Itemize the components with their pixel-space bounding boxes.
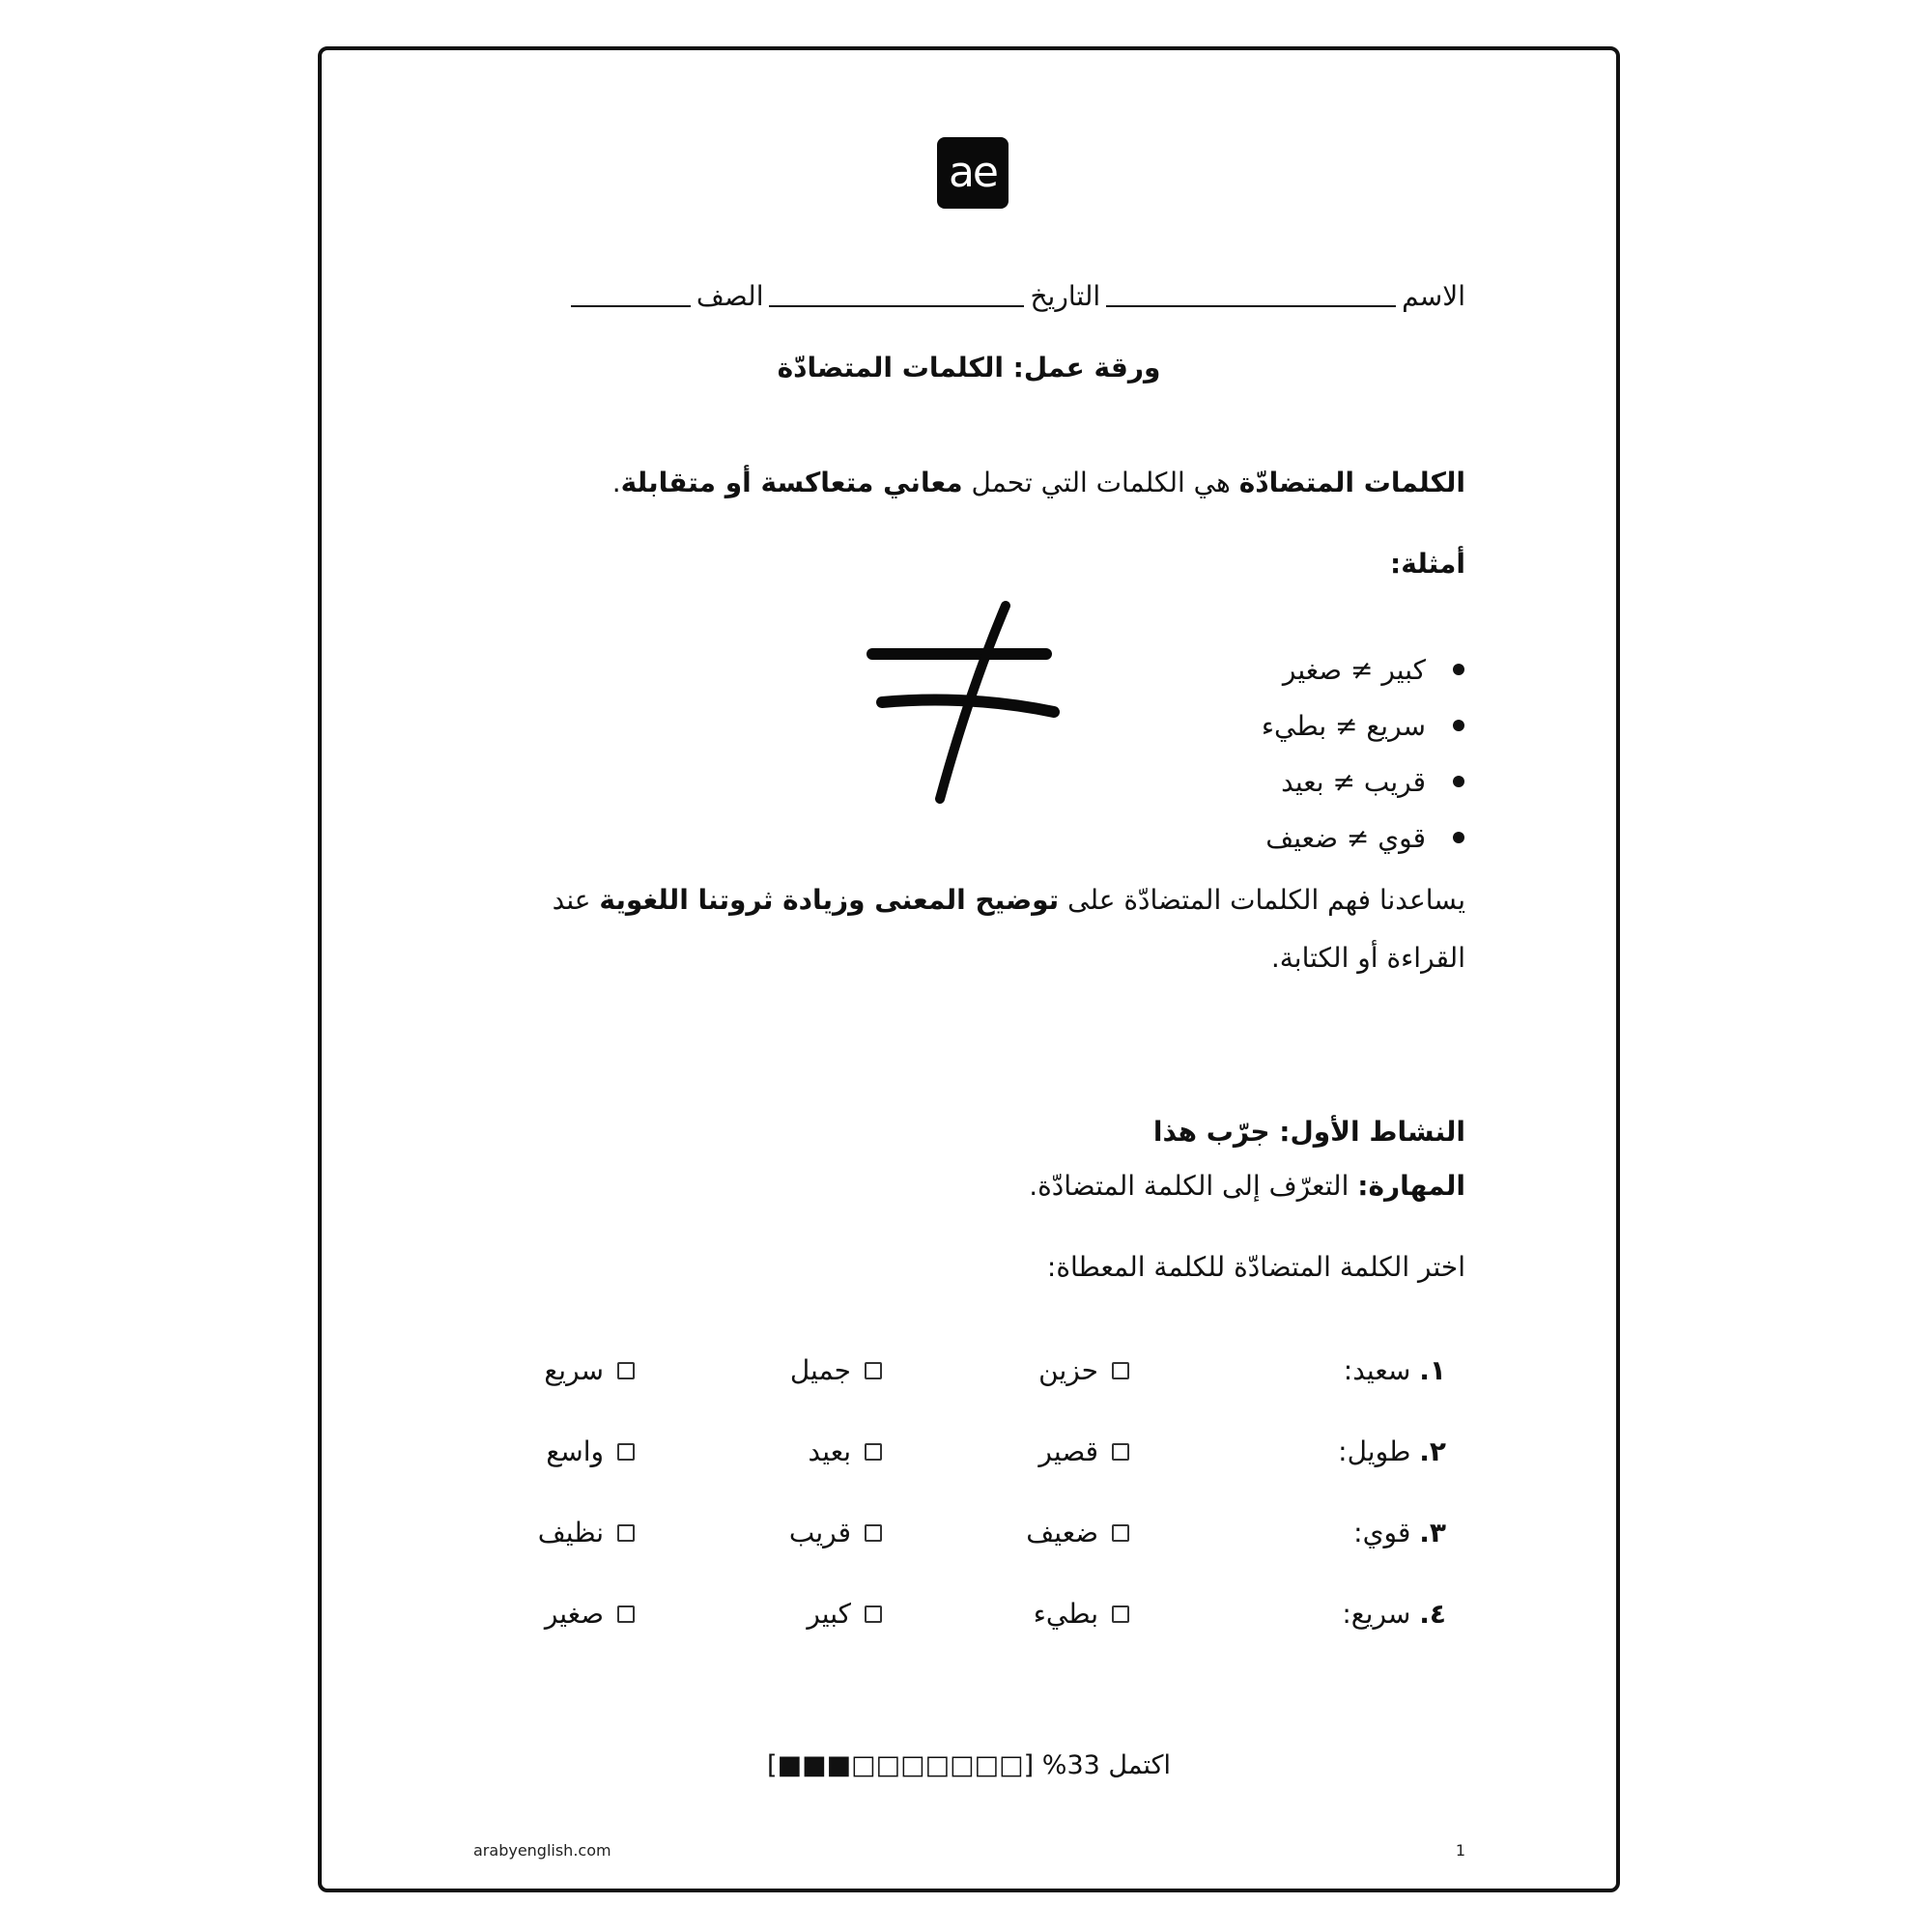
answer-option[interactable]: واسع: [546, 1435, 635, 1467]
definition-middle: هي الكلمات التي تحمل: [962, 467, 1239, 498]
benefit-end: عند القراءة أو الكتابة.: [552, 884, 1465, 974]
bullet-icon: [1453, 664, 1464, 675]
example-item: كبير ≠ صغير: [1262, 641, 1428, 697]
answer-option[interactable]: قصير: [1038, 1435, 1129, 1467]
checkbox[interactable]: [617, 1362, 635, 1379]
example-item: سريع ≠ بطيء: [1262, 697, 1428, 753]
bullet-icon: [1453, 776, 1464, 787]
bullet-icon: [1453, 832, 1464, 843]
answer-option[interactable]: بطيء: [1034, 1598, 1129, 1630]
class-label: الصف: [696, 280, 764, 312]
checkbox[interactable]: [1112, 1524, 1129, 1542]
checkbox[interactable]: [1112, 1443, 1129, 1461]
example-item: قريب ≠ بعيد: [1262, 753, 1428, 810]
answer-option[interactable]: قريب: [789, 1517, 882, 1548]
worksheet-page: [318, 46, 1620, 1892]
benefit-emphasis: توضيح المعنى وزيادة ثروتنا اللغوية: [599, 884, 1060, 916]
skill-text: التعرّف إلى الكلمة المتضادّة.: [1029, 1170, 1358, 1202]
benefit-start: يساعدنا فهم الكلمات المتضادّة على: [1059, 884, 1465, 916]
name-field[interactable]: [1106, 301, 1396, 307]
date-label: التاريخ: [1030, 280, 1101, 312]
definition-emphasis: معاني متعاكسة أو متقابلة: [620, 467, 963, 498]
question-label: ١. سعيد:: [1343, 1354, 1446, 1386]
examples-list: [1262, 641, 1428, 866]
checkbox[interactable]: [617, 1443, 635, 1461]
student-info-fields: [470, 280, 1465, 312]
checkbox[interactable]: [617, 1524, 635, 1542]
definition-paragraph: [470, 454, 1465, 512]
worksheet-title: ورقة عمل: الكلمات المتضادّة: [777, 352, 1161, 384]
checkbox[interactable]: [1112, 1605, 1129, 1623]
progress-bar: [■■■□□□□□□□]: [767, 1750, 1035, 1780]
bullet-icon: [1453, 720, 1464, 731]
checkbox[interactable]: [865, 1362, 882, 1379]
example-item: قوي ≠ ضعيف: [1262, 810, 1428, 866]
progress-label: اكتمل 33%: [1041, 1750, 1171, 1780]
skill-line: [470, 1157, 1465, 1215]
benefit-paragraph: [470, 871, 1465, 987]
answer-option[interactable]: حزين: [1038, 1354, 1129, 1386]
skill-label: المهارة:: [1357, 1170, 1465, 1202]
activity-instruction: اختر الكلمة المتضادّة للكلمة المعطاة:: [1046, 1251, 1465, 1283]
definition-term: الكلمات المتضادّة: [1238, 467, 1465, 498]
class-field[interactable]: [571, 301, 691, 307]
question-label: ٣. قوي:: [1353, 1517, 1446, 1548]
answer-option[interactable]: صغير: [545, 1598, 635, 1630]
answer-option[interactable]: كبير: [807, 1598, 882, 1630]
examples-heading: أمثلة:: [1390, 548, 1465, 580]
answer-option[interactable]: نظيف: [538, 1517, 635, 1548]
progress-indicator: [322, 1750, 1616, 1780]
quiz-question: [470, 1354, 1446, 1435]
antonym-quiz: [470, 1354, 1446, 1679]
checkbox[interactable]: [1112, 1362, 1129, 1379]
answer-option[interactable]: جميل: [790, 1354, 882, 1386]
question-label: ٢. طويل:: [1338, 1435, 1446, 1467]
name-label: الاسم: [1402, 280, 1465, 312]
question-label: ٤. سريع:: [1342, 1598, 1446, 1630]
checkbox[interactable]: [617, 1605, 635, 1623]
quiz-question: [470, 1598, 1446, 1679]
answer-option[interactable]: ضعيف: [1026, 1517, 1129, 1548]
definition-end: .: [611, 467, 621, 498]
date-field[interactable]: [769, 301, 1024, 307]
activity-heading: النشاط الأول: جرّب هذا: [1152, 1116, 1465, 1148]
footer-website: arabyenglish.com: [473, 1841, 611, 1860]
quiz-question: [470, 1435, 1446, 1517]
checkbox[interactable]: [865, 1443, 882, 1461]
brand-logo: ae: [937, 137, 1009, 209]
checkbox[interactable]: [865, 1605, 882, 1623]
not-equal-sign-icon: [863, 596, 1075, 809]
checkbox[interactable]: [865, 1524, 882, 1542]
answer-option[interactable]: سريع: [544, 1354, 635, 1386]
quiz-question: [470, 1517, 1446, 1598]
page-number: 1: [1455, 1841, 1465, 1860]
answer-option[interactable]: بعيد: [809, 1435, 882, 1467]
